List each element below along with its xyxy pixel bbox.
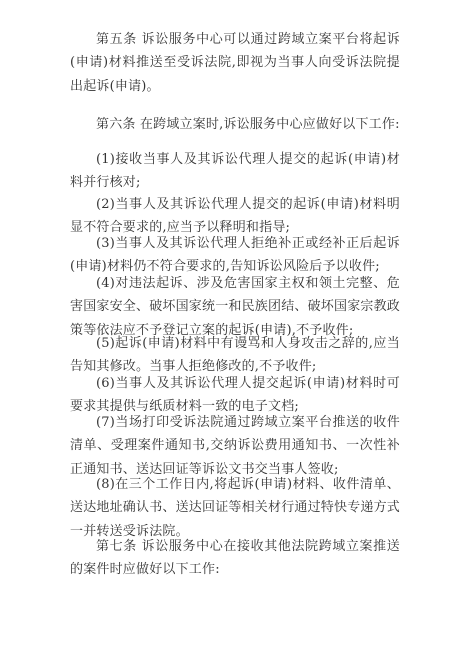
article-6-item-8: (8)在三个工作日内,将起诉(申请)材料、收件清单、送达地址确认书、送达回证等相关材行通过特快专递方式一并转送受诉法院。 (70, 477, 401, 539)
article-6-item-4: (4)对违法起诉、涉及危害国家主权和领土完整、危害国家安全、破坏国家统一和民族团结、破坏国家宗教政策等依法应不予登记立案的起诉(申请),不予收件; (70, 276, 401, 338)
article-6-item-7: (7)当场打印受诉法院通过跨域立案平台推送的收件清单、受理案件通知书,交纳诉讼费用通知书、一次性补正通知书、送达回证等诉讼文书交当事人签收; (70, 415, 400, 477)
article-7-heading: 第七条 诉讼服务中心在接收其他法院跨域立案推送的案件时应做好以下工作: (70, 539, 400, 578)
article-5-paragraph: 第五条 诉讼服务中心可以通过跨域立案平台将起诉(申请)材料推送至受诉法院,即视为当事人向受诉法院提出起诉(申请)。 (70, 32, 400, 94)
article-6-item-1: (1)接收当事人及其诉讼代理人提交的起诉(申请)材料并行核对; (70, 152, 400, 191)
article-6-item-2: (2)当事人及其诉讼代理人提交的起诉(申请)材料明显不符合要求的,应当予以释明和指导; (70, 197, 400, 236)
article-6-item-6: (6)当事人及其诉讼代理人提交起诉(申请)材料时可要求其提供与纸质材料一致的电子文档; (70, 376, 400, 415)
article-6-item-5: (5)起诉(申请)材料中有谩骂和人身攻击之辞的,应当告知其修改。当事人拒绝修改的,不予收件; (70, 336, 400, 375)
article-6-heading: 第六条 在跨域立案时,诉讼服务中心应做好以下工作: (96, 117, 400, 132)
article-6-item-3: (3)当事人及其诉讼代理人拒绝补正或经补正后起诉(申请)材料仍不符合要求的,告知诉讼风险后予以收件; (70, 236, 400, 275)
